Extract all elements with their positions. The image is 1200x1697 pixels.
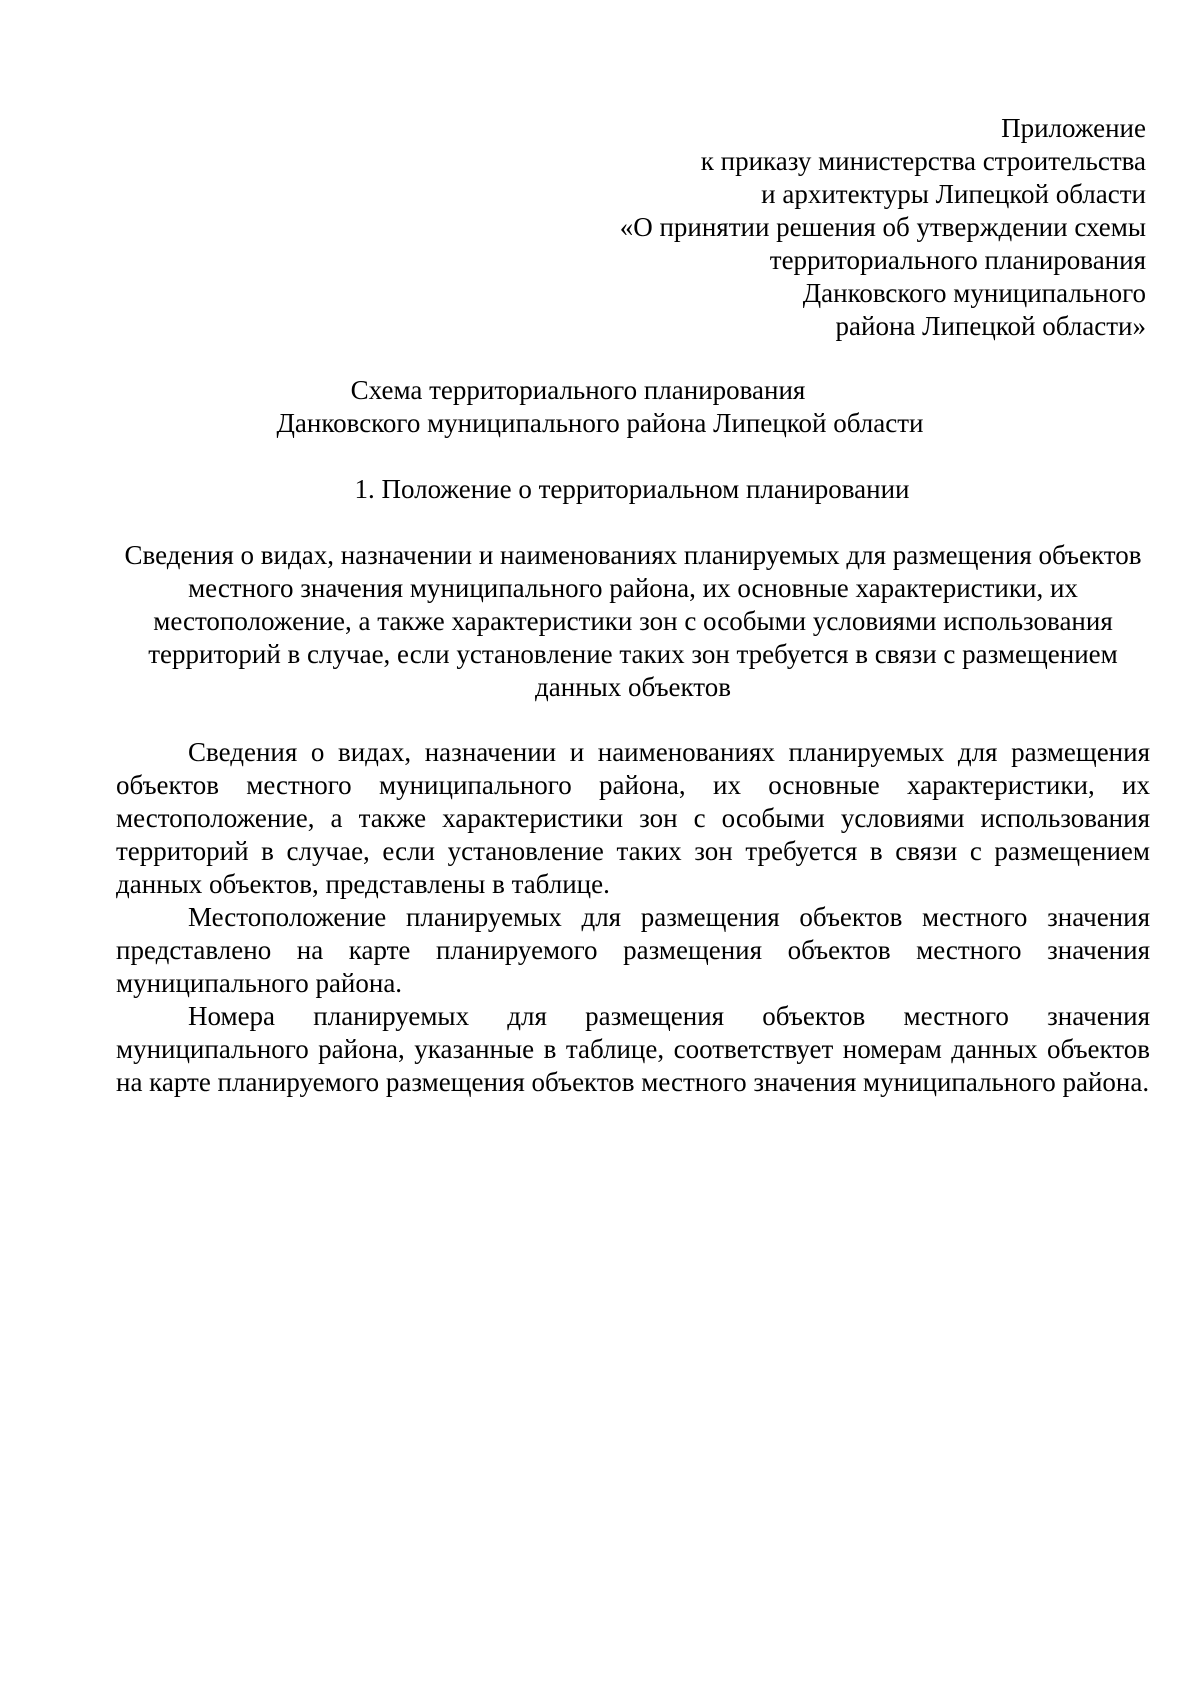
scheme-title [0, 374, 1200, 440]
appendix-header [446, 112, 1146, 343]
paragraph-2: Местоположение планируемых для размещения объектов местного значения представлено на карте планируемого размещения объектов местного значения муниципального района. [116, 902, 1150, 998]
appendix-line-1: Приложение [1001, 113, 1146, 143]
section-heading [0, 473, 1200, 506]
appendix-line-2: к приказу министерства строительства [700, 146, 1146, 176]
body-text [116, 736, 1150, 1099]
paragraph-1: Сведения о видах, назначении и наименованиях планируемых для размещения объектов местного муниципального района, их основные характеристики, их местоположение, а также характеристики зон с особыми условиями использования территорий в случае, если установление таких зон требуется в связи с размещением данных объектов, представлены в таблице. [116, 737, 1150, 899]
appendix-line-6: Данковского муниципального [802, 278, 1146, 308]
scheme-title-line-2: Данковского муниципального района Липецкой области [276, 408, 924, 438]
scheme-title-line-1: Схема территориального планирования [350, 375, 806, 405]
section-subtitle: Сведения о видах, назначении и наименованиях планируемых для размещения объектов местного значения муниципального района, их основные характеристики, их местоположение, а также характеристики зон с особыми условиями использования территорий в случае, если установление таких зон требуется в связи с размещением данных объектов [124, 540, 1142, 702]
appendix-line-4: «О принятии решения об утверждении схемы [619, 212, 1146, 242]
appendix-line-5: территориального планирования [769, 245, 1146, 275]
appendix-line-7: района Липецкой области» [835, 311, 1146, 341]
paragraph-3: Номера планируемых для размещения объектов местного значения муниципального района, указанные в таблице, соответствует номерам данных объектов на карте планируемого размещения объектов местного значения муниципального района. [116, 1001, 1150, 1097]
section-heading-text: 1. Положение о территориальном планировании [354, 474, 910, 504]
appendix-line-3: и архитектуры Липецкой области [761, 179, 1146, 209]
